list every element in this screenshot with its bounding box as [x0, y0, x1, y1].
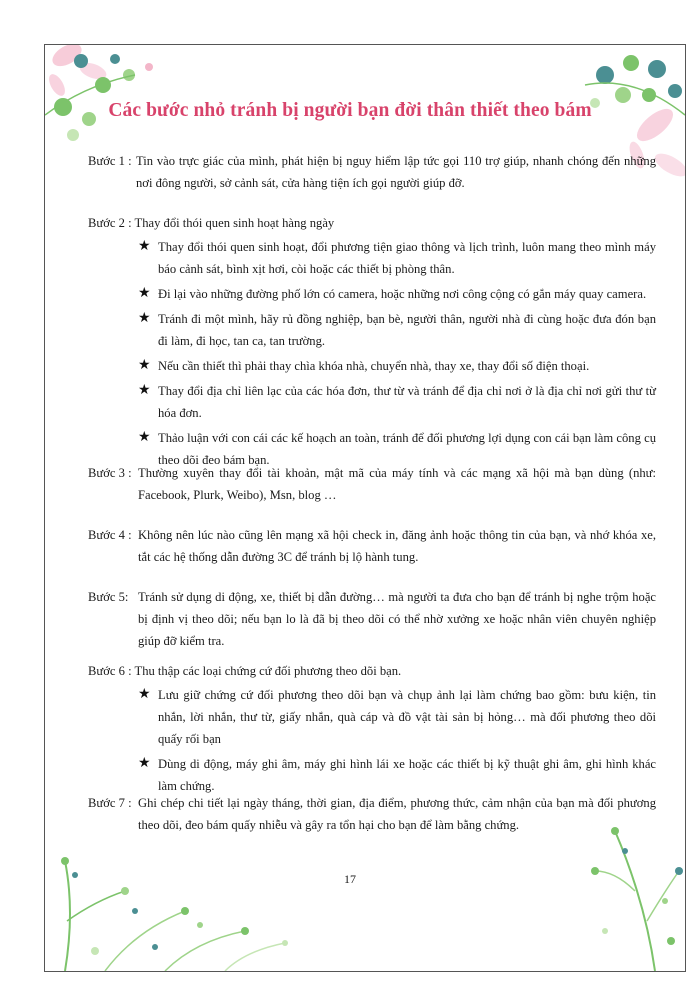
list-item: ★ Nếu cần thiết thì phải thay chìa khóa nhà, chuyển nhà, thay xe, thay đổi số điện thoại.	[138, 355, 656, 377]
step-text: Tin vào trực giác của mình, phát hiện bị nguy hiểm lập tức gọi 110 trợ giúp, nhanh chóng đến những nơi đông người, sở cảnh sát, cửa hàng tiện ích gọi người giúp đỡ.	[136, 154, 656, 190]
step-6-bullets	[88, 684, 656, 797]
step-text: Không nên lúc nào cũng lên mạng xã hội check in, đăng ảnh hoặc thông tin của bạn, và nhớ khóa xe, tắt các hệ thống dẫn đường 3C để tránh bị lộ hành tung.	[138, 528, 656, 564]
step-label: Bước 3 :	[88, 466, 132, 480]
step-label: Bước 4 :	[88, 528, 132, 542]
step-6	[88, 660, 656, 800]
star-bullet-icon: ★	[138, 756, 151, 771]
step-text: Thu thập các loại chứng cứ đối phương theo dõi bạn.	[134, 664, 402, 678]
step-label: Bước 2 :	[88, 216, 132, 230]
step-label: Bước 5:	[88, 590, 129, 604]
step-label: Bước 1 :	[88, 154, 132, 168]
step-label: Bước 7 :	[88, 796, 132, 810]
step-5	[88, 586, 656, 652]
page-title: Các bước nhỏ tránh bị người bạn đời thân thiết theo bám	[108, 100, 592, 121]
star-bullet-icon: ★	[138, 430, 151, 445]
star-bullet-icon: ★	[138, 286, 151, 301]
step-text: Tránh sử dụng di động, xe, thiết bị dẫn đường… mà người ta đưa cho bạn để tránh bị nghe trộm hoặc bị định vị theo dõi; nếu bạn lo là đã bị theo dõi có thể nhờ xưởng xe hoặc nhân viên chuyên nghiệp giúp đỡ kiểm tra.	[138, 590, 656, 648]
step-text: Thay đổi thói quen sinh hoạt hàng ngày	[134, 216, 335, 230]
list-item: ★ Thay đổi địa chỉ liên lạc của các hóa đơn, thư từ và tránh để địa chỉ nơi ở là địa chỉ nơi gửi thư từ hóa đơn.	[138, 380, 656, 424]
floral-decoration-bottom-left-icon	[45, 851, 305, 971]
star-bullet-icon: ★	[138, 358, 151, 373]
list-item: ★ Dùng di động, máy ghi âm, máy ghi hình lái xe hoặc các thiết bị kỹ thuật ghi âm, ghi hình khác làm chứng.	[138, 753, 656, 797]
step-label: Bước 6 :	[88, 664, 132, 678]
step-text: Thường xuyên thay đổi tài khoản, mật mã của máy tính và các mạng xã hội mà bạn dùng (như: Facebook, Plurk, Weibo), Msn, blog …	[138, 466, 656, 502]
star-bullet-icon: ★	[138, 383, 151, 398]
list-item: ★ Đi lại vào những đường phố lớn có camera, hoặc những nơi công cộng có gắn máy quay camera.	[138, 283, 656, 305]
step-text: Ghi chép chi tiết lại ngày tháng, thời gian, địa điểm, phương thức, cảm nhận của bạn mà đối phương theo dõi, đeo bám quấy nhiễu và gây ra tổn hại cho bạn để làm bằng chứng.	[138, 796, 656, 832]
step-3	[88, 462, 656, 506]
list-item: ★ Tránh đi một mình, hãy rủ đồng nghiệp, bạn bè, người thân, người nhà đi cùng hoặc đưa đón bạn đi làm, đi học, tan ca, tan trường.	[138, 308, 656, 352]
step-7	[88, 792, 656, 836]
list-item: ★ Thảo luận với con cái các kế hoạch an toàn, tránh để đối phương lợi dụng con cái bạn làm công cụ theo dõi đeo bám bạn.	[138, 427, 656, 471]
list-item: ★ Thay đổi thói quen sinh hoạt, đổi phương tiện giao thông và lịch trình, luôn mang theo mình máy báo cảnh sát, bình xịt hơi, còi hoặc các thiết bị phòng thân.	[138, 236, 656, 280]
step-1	[88, 150, 656, 194]
star-bullet-icon: ★	[138, 311, 151, 326]
star-bullet-icon: ★	[138, 239, 151, 254]
step-4	[88, 524, 656, 568]
step-2-bullets	[88, 236, 656, 471]
step-2	[88, 212, 656, 474]
list-item: ★ Lưu giữ chứng cứ đối phương theo dõi bạn và chụp ảnh lại làm chứng bao gồm: bưu kiện, tin nhắn, lời nhắn, thư từ, giấy nhắn, quà cáp và đồ vật tài sản bị hỏng… mà đối phương theo dõi quấy rối bạn	[138, 684, 656, 750]
star-bullet-icon: ★	[138, 687, 151, 702]
page-number: 17	[344, 872, 356, 886]
